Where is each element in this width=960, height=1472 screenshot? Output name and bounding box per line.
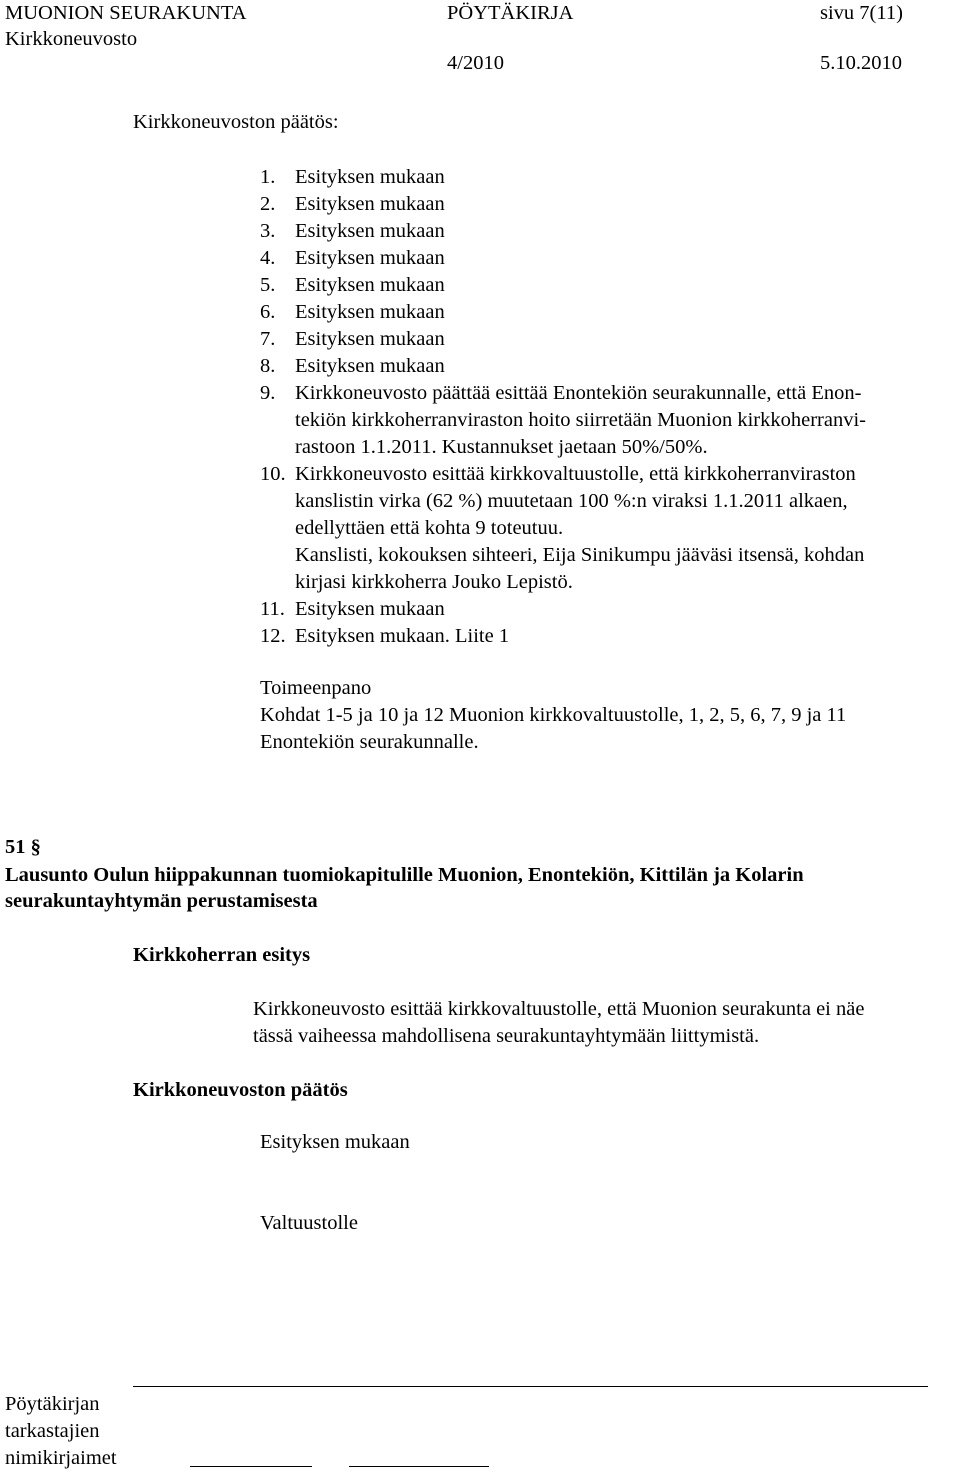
list-item: 2. Esityksen mukaan bbox=[260, 193, 445, 215]
list-item: 12. Esityksen mukaan. Liite 1 bbox=[260, 625, 510, 647]
header-body-name: Kirkkoneuvosto bbox=[5, 28, 138, 50]
list-item: 6. Esityksen mukaan bbox=[260, 301, 445, 323]
list-item: 1. Esityksen mukaan bbox=[260, 166, 445, 188]
proposal-heading: Kirkkoherran esitys bbox=[133, 944, 311, 966]
footer-divider bbox=[133, 1386, 928, 1387]
header-number: 4/2010 bbox=[447, 52, 504, 74]
decision-list bbox=[260, 164, 950, 650]
proposal-line: Kirkkoneuvosto esittää kirkkovaltuustolle, että Muonion seurakunta ei näe bbox=[253, 998, 865, 1020]
list-item: 4. Esityksen mukaan bbox=[260, 247, 445, 269]
list-item: 5. Esityksen mukaan bbox=[260, 274, 445, 296]
implementation-line: Enontekiön seurakunnalle. bbox=[260, 731, 479, 753]
header-doc-type: PÖYTÄKIRJA bbox=[447, 2, 574, 24]
implementation-line: Kohdat 1-5 ja 10 ja 12 Muonion kirkkovaltuustolle, 1, 2, 5, 6, 7, 9 ja 11 bbox=[260, 704, 847, 726]
header-date: 5.10.2010 bbox=[820, 52, 902, 74]
implementation-heading: Toimeenpano bbox=[260, 677, 372, 699]
section-number: 51 § bbox=[5, 836, 41, 858]
section-title-line: seurakuntayhtymän perustamisesta bbox=[5, 890, 318, 912]
list-item: 3. Esityksen mukaan bbox=[260, 220, 445, 242]
list-item: 7. Esityksen mukaan bbox=[260, 328, 445, 350]
list-item: 10. Kirkkoneuvosto esittää kirkkovaltuustolle, että kirkkoherranviraston kanslistin virka (62 %) muutetaan 100 %:n viraksi 1.1.2011 alkaen, edellyttäen että kohta 9 toteutuu. Kanslisti, kokouksen sihteeri, Eija Sinikumpu jääväsi itsensä, kohdan kirjasi kirkkoherra Jouko Lepistö. bbox=[260, 463, 865, 593]
section-title-line: Lausunto Oulun hiippakunnan tuomiokapitulille Muonion, Enontekiön, Kittilän ja Kolarin bbox=[5, 864, 804, 886]
initials-line-2[interactable] bbox=[349, 1466, 489, 1467]
header-page: sivu 7(11) bbox=[820, 2, 903, 24]
footer-label-line: Pöytäkirjan bbox=[5, 1393, 100, 1415]
forward-text: Valtuustolle bbox=[260, 1212, 358, 1234]
list-item: 11. Esityksen mukaan bbox=[260, 598, 445, 620]
header-org: MUONION SEURAKUNTA bbox=[5, 2, 247, 24]
section-decision-heading: Kirkkoneuvoston päätös bbox=[133, 1079, 348, 1101]
proposal-line: tässä vaiheessa mahdollisena seurakuntayhtymään liittymistä. bbox=[253, 1025, 760, 1047]
section-decision-text: Esityksen mukaan bbox=[260, 1131, 410, 1153]
initials-line-1[interactable] bbox=[190, 1466, 312, 1467]
decision-heading: Kirkkoneuvoston päätös: bbox=[133, 111, 339, 133]
list-item: 9. Kirkkoneuvosto päättää esittää Enontekiön seurakunnalle, että Enon- tekiön kirkkoherranviraston hoito siirretään Muonion kirkkoherranvi- rastoon 1.1.2011. Kustannukset jaetaan 50%/50%. bbox=[260, 382, 867, 458]
footer-label-line: nimikirjaimet bbox=[5, 1447, 117, 1469]
footer-label-line: tarkastajien bbox=[5, 1420, 100, 1442]
list-item: 8. Esityksen mukaan bbox=[260, 355, 445, 377]
